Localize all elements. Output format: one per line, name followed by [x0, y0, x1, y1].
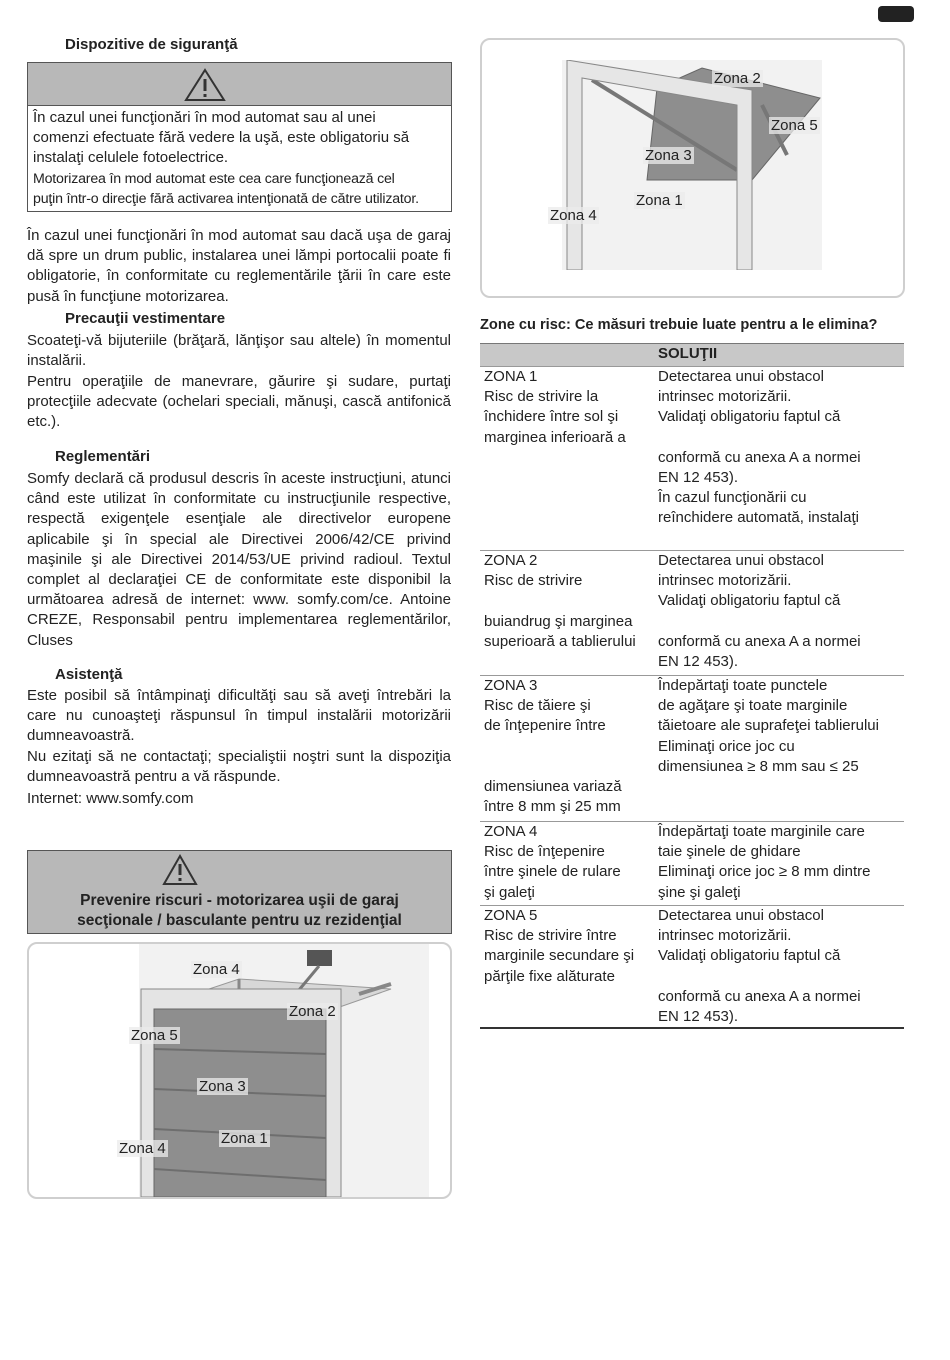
- zone-line: buiandrug şi marginea: [484, 612, 633, 630]
- sectional-door-illustration: [129, 944, 429, 1197]
- zone-line: ZONA 2: [484, 552, 538, 569]
- regulations-heading: Reglementări: [55, 448, 151, 465]
- solution-line: intrinsec motorizării.: [658, 572, 792, 590]
- solution-line: EN 12 453).: [658, 653, 739, 670]
- zone-line: ZONA 3: [484, 677, 538, 694]
- zone-label-3: Zona 3: [199, 1078, 246, 1095]
- zone-line: Risc de strivire: [484, 572, 583, 590]
- zone-label-4-bottom: Zona 4: [119, 1140, 166, 1157]
- zone-label-5: Zona 5: [131, 1027, 178, 1044]
- solution-line: şine şi galeţi: [658, 883, 741, 901]
- clothing-paragraph-2: Pentru operaţiile de manevrare, găurire şi sudare, purtaţi protecţiile adecvate (ochelari speciali, mănuşi, cască antifonică etc.).: [27, 373, 451, 431]
- zone-line: Risc de strivire la: [484, 388, 599, 406]
- solution-line: conformă cu anexa A a normei: [658, 987, 861, 1005]
- solution-line: Validaţi obligatoriu faptul că: [658, 947, 841, 965]
- warning-line: puţin într-o direcţie fără activarea intenţionată de către utilizator.: [33, 190, 419, 207]
- solution-line: [658, 967, 900, 987]
- zone-line: [484, 757, 650, 777]
- zone-line: închidere între sol şi: [484, 408, 619, 426]
- zone-line: între 8 mm şi 25 mm: [484, 798, 621, 816]
- clothing-heading: Precauţii vestimentare: [65, 310, 226, 327]
- solution-line: intrinsec motorizării.: [658, 388, 792, 406]
- solution-cell: [654, 551, 904, 676]
- solution-line: [658, 428, 900, 448]
- risk-prevention-title-2: secţionale / basculante pentru uz rezidenţial: [77, 912, 402, 929]
- solution-line: Validaţi obligatoriu faptul că: [658, 592, 841, 610]
- zone-line: ZONA 1: [484, 368, 538, 385]
- solution-line: taie şinele de ghidare: [658, 843, 801, 861]
- solution-line: Detectarea unui obstacol: [658, 368, 824, 385]
- solution-line: reînchidere automată, instalaţi: [658, 509, 859, 527]
- solution-line: de agăţare şi toate marginile: [658, 697, 848, 715]
- warning-line: instalaţi celulele fotoelectrice.: [33, 149, 229, 167]
- warning-header: [28, 63, 451, 106]
- solution-cell: [654, 367, 904, 551]
- solution-line: [658, 529, 900, 549]
- zone-row: [480, 822, 904, 906]
- zone-line: ZONA 5: [484, 907, 538, 924]
- solution-cell: [654, 906, 904, 1029]
- zone-label-1: Zona 1: [636, 192, 683, 209]
- zone-line: [484, 591, 650, 611]
- warning-triangle-icon: [162, 854, 198, 886]
- assistance-internet: Internet: www.somfy.com: [27, 790, 194, 807]
- zone-cell: [480, 551, 654, 676]
- solution-line: conformă cu anexa A a normei: [658, 632, 861, 650]
- zone-line: marginile secundare şi: [484, 947, 635, 965]
- solution-line: [658, 612, 900, 632]
- zone-line: şi galeţi: [484, 883, 535, 901]
- solution-line: intrinsec motorizării.: [658, 927, 792, 945]
- warning-line: comenzi efectuate fără vedere la uşă, este obligatoriu să: [33, 129, 410, 147]
- zone-line: superioară a tablierului: [484, 632, 636, 650]
- safety-warning-box: [27, 62, 452, 212]
- zone-label-3: Zona 3: [645, 147, 692, 164]
- solution-line: Eliminaţi orice joc cu: [658, 737, 795, 755]
- zone-label-5: Zona 5: [771, 117, 818, 134]
- solution-line: EN 12 453).: [658, 469, 739, 486]
- page-tab-marker: [878, 6, 914, 22]
- solution-line: dimensiunea ≥ 8 mm sau ≤ 25: [658, 757, 859, 775]
- sectional-door-figure: [27, 942, 452, 1199]
- zone-cell: [480, 676, 654, 822]
- solution-line: Îndepărtaţi toate marginile care: [658, 823, 865, 840]
- risk-zones-table: [480, 343, 904, 1029]
- risk-zones-heading: Zone cu risc: Ce măsuri trebuie luate pentru a le elimina?: [480, 317, 878, 333]
- zone-row: [480, 367, 904, 551]
- assistance-paragraph-1: Este posibil să întâmpinaţi dificultăţi sau să aveţi întrebări la care nu cunoaşteţi răspunsul în timpul instalării motorizării dumneavoastră.: [27, 687, 451, 745]
- risk-prevention-title-1: Prevenire riscuri - motorizarea uşii de garaj: [80, 892, 399, 909]
- zone-line: între şinele de rulare: [484, 863, 621, 881]
- solution-line: În cazul funcţionării cu: [658, 489, 807, 507]
- warning-text: [28, 106, 451, 211]
- zone-line: ZONA 4: [484, 823, 538, 840]
- zone-line: [484, 737, 650, 757]
- zone-line: Risc de tăiere şi: [484, 697, 591, 715]
- solution-line: Îndepărtaţi toate punctele: [658, 677, 828, 694]
- orange-lamp-paragraph: În cazul unei funcţionări în mod automat sau dacă uşa de garaj dă spre un drum public, instalarea unei lămpi portocalii poate fi obligatorie, în conformitate cu reglementările ţării în care este pusă în funcţiune motorizarea.: [27, 227, 451, 305]
- tilting-door-illustration: [562, 60, 822, 270]
- zone-line: Risc de strivire între: [484, 927, 617, 945]
- safety-devices-heading: Dispozitive de siguranţă: [65, 36, 238, 53]
- solution-line: Validaţi obligatoriu faptul că: [658, 408, 841, 426]
- assistance-heading: Asistenţă: [55, 666, 123, 683]
- zone-cell: [480, 822, 654, 906]
- zone-line: marginea inferioară a: [484, 428, 626, 446]
- zone-label-4: Zona 4: [550, 207, 597, 224]
- zone-line: Risc de înţepenire: [484, 843, 605, 861]
- regulations-paragraph: Somfy declară că produsul descris în aceste instrucţiuni, atunci când este utilizat în conformitate cu instrucţiunile respective, respectă exigenţele esenţiale ale directivelor europene aplicabile şi în special ale Directivei 2006/42/CE privind maşinile şi ale Directivei 2014/53/UE privind radioul. Textul complet al declaraţiei CE de conformitate este disponibil la următoarea adresă de internet: www. somfy.com/ce. Antoine CREZE, Responsabil pentru implementarea reglementărilor, Cluses: [27, 470, 451, 649]
- zone-row: [480, 676, 904, 822]
- zone-cell: [480, 906, 654, 1029]
- solution-line: Detectarea unui obstacol: [658, 907, 824, 924]
- solutions-header: SOLUŢII: [654, 344, 904, 367]
- zone-row: [480, 906, 904, 1029]
- clothing-paragraph-1: Scoateţi-vă bijuteriile (brăţară, lănţişor sau altele) în momentul instalării.: [27, 332, 451, 370]
- solution-line: EN 12 453).: [658, 1008, 739, 1025]
- warning-line: În cazul unei funcţionări în mod automat sau al unei: [33, 109, 376, 126]
- zone-row: [480, 551, 904, 676]
- warning-triangle-icon: [184, 68, 226, 102]
- assistance-paragraph-2: Nu ezitaţi să ne contactaţi; specialiştii noştri sunt la dispoziţia dumneavoastră pentru a vă răspunde.: [27, 748, 451, 786]
- solution-line: tăietoare ale suprafeţei tablierului: [658, 717, 879, 735]
- warning-line: Motorizarea în mod automat este cea care funcţionează cel: [33, 170, 395, 187]
- zone-line: de înţepenire între: [484, 717, 606, 735]
- zone-line: dimensiunea variază: [484, 777, 622, 795]
- solution-line: Detectarea unui obstacol: [658, 552, 824, 569]
- solution-cell: [654, 676, 904, 822]
- solution-cell: [654, 822, 904, 906]
- solution-line: conformă cu anexa A a normei: [658, 448, 861, 466]
- risk-prevention-banner: [27, 850, 452, 934]
- zone-label-2: Zona 2: [289, 1003, 336, 1020]
- tilting-door-figure: [480, 38, 905, 298]
- zone-label-1: Zona 1: [221, 1130, 268, 1147]
- zone-line: părţile fixe alăturate: [484, 967, 615, 985]
- zone-label-2: Zona 2: [714, 70, 761, 87]
- zone-label-4-top: Zona 4: [193, 961, 240, 978]
- zone-cell: [480, 367, 654, 551]
- solution-line: Eliminaţi orice joc ≥ 8 mm dintre: [658, 863, 871, 881]
